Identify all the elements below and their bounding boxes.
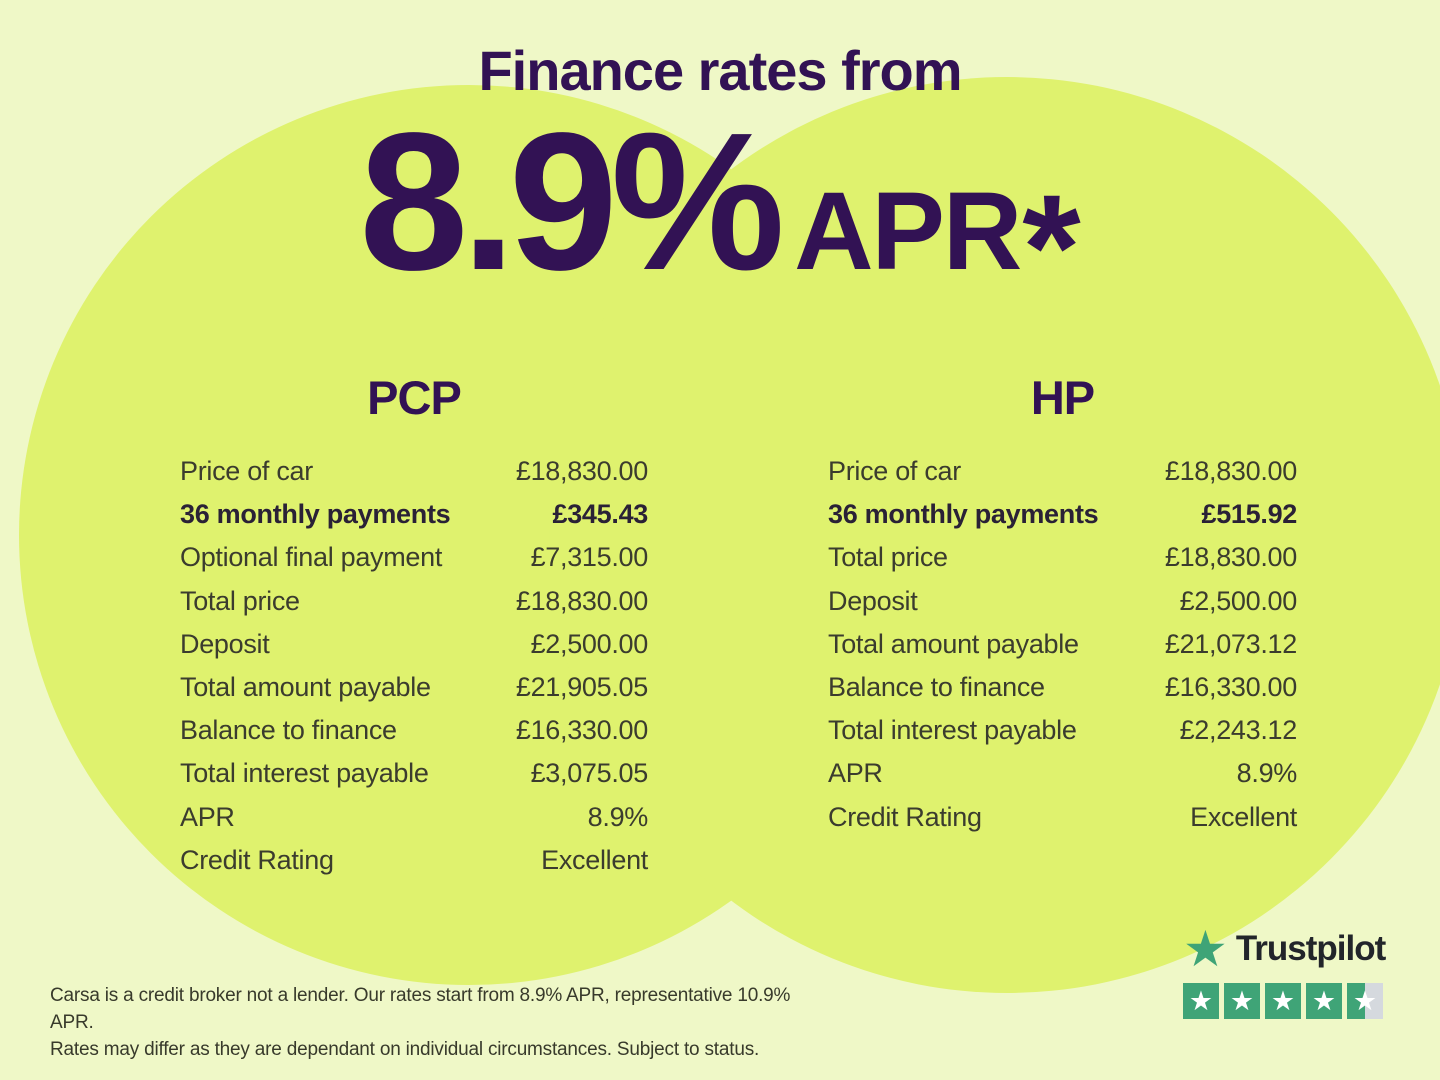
disclaimer-line-1: Carsa is a credit broker not a lender. Our rates start from 8.9% APR, representative 10.9% APR. bbox=[50, 985, 791, 1033]
trustpilot-wordmark: Trustpilot bbox=[1235, 929, 1386, 968]
table-row bbox=[180, 839, 648, 882]
row-label: 36 monthly payments bbox=[828, 499, 1099, 530]
row-value: Excellent bbox=[541, 844, 648, 875]
table-row bbox=[828, 752, 1297, 795]
page-title: Finance rates from bbox=[478, 39, 962, 102]
rating-star-icon bbox=[1306, 983, 1342, 1019]
row-label: Optional final payment bbox=[180, 542, 443, 573]
disclaimer-line-2: Rates may differ as they are dependant on individual circumstances. Subject to status. bbox=[50, 1039, 760, 1060]
row-label: Total amount payable bbox=[180, 672, 431, 703]
row-label: 36 monthly payments bbox=[180, 499, 451, 530]
rate-unit-label: APR bbox=[794, 170, 1021, 293]
table-row bbox=[828, 493, 1297, 536]
row-label: Total amount payable bbox=[828, 628, 1079, 659]
star-glyph: ★ bbox=[1311, 985, 1337, 1016]
row-label: Total interest payable bbox=[180, 758, 429, 789]
table-row bbox=[828, 580, 1297, 623]
rating-star-icon bbox=[1224, 983, 1260, 1019]
table-row bbox=[828, 623, 1297, 666]
row-value: £345.43 bbox=[552, 499, 648, 530]
table-row bbox=[828, 666, 1297, 709]
table-row bbox=[180, 752, 648, 795]
row-value: £7,315.00 bbox=[530, 542, 648, 573]
star-glyph: ★ bbox=[1270, 985, 1296, 1016]
row-label: Credit Rating bbox=[828, 801, 982, 832]
row-value: 8.9% bbox=[587, 801, 648, 832]
table-row bbox=[180, 450, 648, 493]
row-value: £2,500.00 bbox=[1179, 585, 1297, 616]
row-label: Deposit bbox=[180, 628, 270, 659]
table-row bbox=[828, 450, 1297, 493]
trustpilot-rating-stars bbox=[1183, 983, 1393, 1019]
hp-table bbox=[828, 372, 1297, 839]
row-value: Excellent bbox=[1190, 801, 1297, 832]
row-label: Total interest payable bbox=[828, 715, 1077, 746]
row-value: £18,830.00 bbox=[1164, 542, 1297, 573]
hp-table-heading: HP bbox=[1030, 371, 1095, 424]
pcp-table bbox=[180, 372, 648, 882]
star-glyph: ★ bbox=[1229, 985, 1255, 1016]
row-label: Price of car bbox=[828, 456, 961, 487]
row-value: £16,330.00 bbox=[515, 715, 648, 746]
table-row bbox=[828, 796, 1297, 839]
row-label: Price of car bbox=[180, 456, 313, 487]
row-label: APR bbox=[828, 758, 883, 789]
table-rows bbox=[828, 450, 1297, 839]
row-label: APR bbox=[180, 801, 235, 832]
row-value: £21,073.12 bbox=[1164, 628, 1297, 659]
row-value: £18,830.00 bbox=[515, 456, 648, 487]
trustpilot-star-icon: ★ bbox=[1183, 921, 1228, 977]
disclaimer bbox=[50, 982, 810, 1063]
row-label: Total price bbox=[828, 542, 948, 573]
table-row bbox=[828, 536, 1297, 579]
row-value: 8.9% bbox=[1236, 758, 1297, 789]
trustpilot-logo bbox=[1183, 921, 1393, 977]
table-row bbox=[180, 709, 648, 752]
pcp-table-heading: PCP bbox=[367, 371, 461, 424]
row-value: £21,905.05 bbox=[515, 672, 648, 703]
row-value: £2,243.12 bbox=[1179, 715, 1297, 746]
table-row bbox=[180, 666, 648, 709]
rating-star-icon bbox=[1265, 983, 1301, 1019]
table-row bbox=[180, 536, 648, 579]
table-row bbox=[180, 493, 648, 536]
table-row bbox=[180, 580, 648, 623]
row-label: Balance to finance bbox=[828, 672, 1045, 703]
table-row bbox=[828, 709, 1297, 752]
row-label: Deposit bbox=[828, 585, 918, 616]
row-label: Total price bbox=[180, 585, 300, 616]
row-label: Credit Rating bbox=[180, 844, 334, 875]
rating-star-icon bbox=[1347, 983, 1383, 1019]
row-value: £18,830.00 bbox=[515, 585, 648, 616]
table-row bbox=[180, 796, 648, 839]
rating-star-icon bbox=[1183, 983, 1219, 1019]
star-glyph: ★ bbox=[1352, 985, 1378, 1016]
apr-headline: 8.9% APR * bbox=[359, 92, 1081, 331]
trustpilot-badge bbox=[1183, 921, 1393, 1019]
row-value: £2,500.00 bbox=[530, 628, 648, 659]
star-glyph: ★ bbox=[1188, 985, 1214, 1016]
table-rows bbox=[180, 450, 648, 882]
row-value: £515.92 bbox=[1201, 499, 1297, 530]
row-value: £16,330.00 bbox=[1164, 672, 1297, 703]
row-value: £3,075.05 bbox=[530, 758, 648, 789]
row-value: £18,830.00 bbox=[1164, 456, 1297, 487]
row-label: Balance to finance bbox=[180, 715, 397, 746]
table-row bbox=[180, 623, 648, 666]
rate-value: 8.9% bbox=[359, 92, 779, 311]
